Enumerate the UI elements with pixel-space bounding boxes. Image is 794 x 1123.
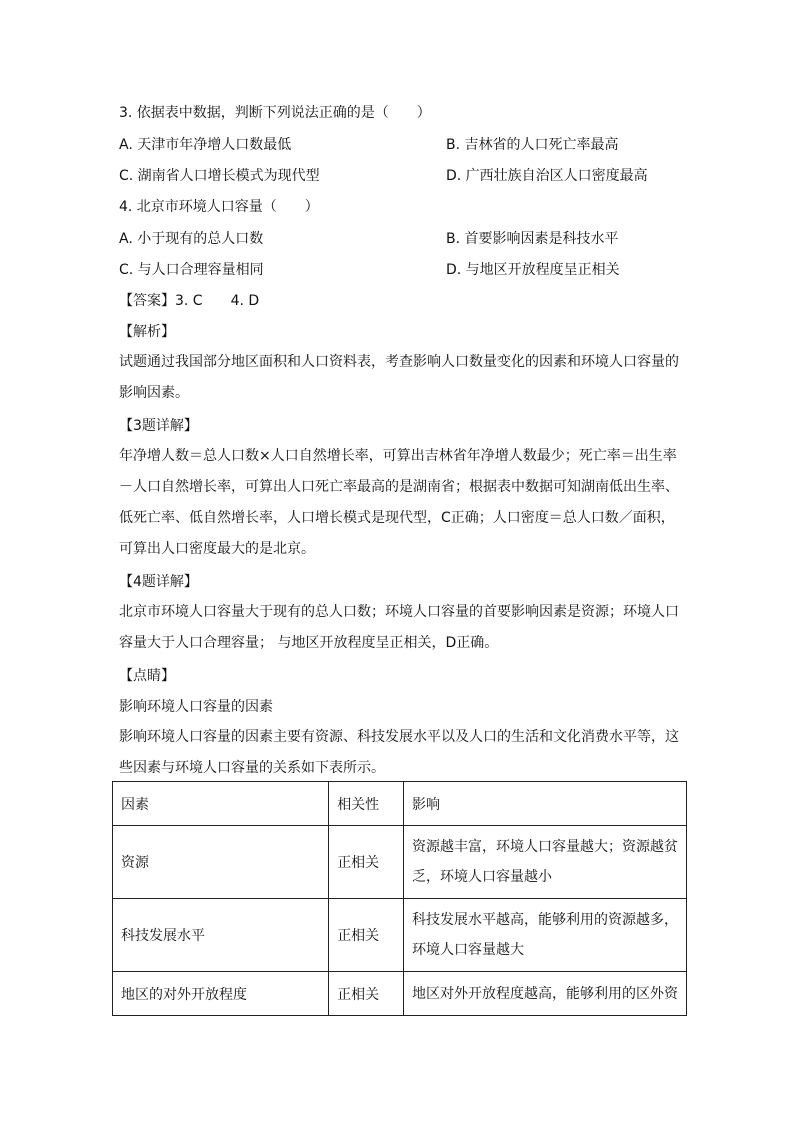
detail-3-line: 低死亡率、低自然增长率，人口增长模式是现代型，C正确；人口密度＝总人口数／面积， [119,510,675,526]
factors-table [112,781,687,1016]
question-3-option-a: A. 天津市年净增人口数最低 [119,137,292,153]
detail-3-paragraph [119,441,679,565]
table-cell-relation: 正相关 [329,826,404,899]
tip-line: 影响环境人口容量的因素主要有资源、科技发展水平以及人口的生活和文化消费水平等，这 [119,729,679,745]
analysis-line: 试题通过我国部分地区面积和人口资料表，考查影响人口数量变化的因素和环境人口容量的 [119,354,679,370]
detail-3-line: 年净增人数＝总人口数×人口自然增长率，可算出吉林省年净增人数最少；死亡率＝出生率 [119,448,677,464]
table-header-cell: 因素 [113,782,329,826]
question-4-option-d: D. 与地区开放程度呈正相关 [446,262,620,278]
effect-line: 科技发展水平越高，能够利用的资源越多， [412,912,678,928]
detail-3-line: －人口自然增长率，可算出人口死亡率最高的是湖南省；根据表中数据可知湖南低出生率、 [119,479,679,495]
question-4-stem: 4. 北京市环境人口容量（ ） [119,199,319,215]
table-header-row [113,782,687,826]
tip-heading: 【点睛】 [119,668,175,684]
table-cell-factor: 科技发展水平 [113,899,329,972]
detail-3-line: 可算出人口密度最大的是北京。 [119,541,315,557]
question-3-option-b: B. 吉林省的人口死亡率最高 [446,137,619,153]
effect-line: 地区对外开放程度越高，能够利用的区外资 [412,985,678,1002]
detail-4-line: 容量大于人口合理容量； 与地区开放程度呈正相关，D正确。 [119,635,499,651]
effect-line: 乏，环境人口容量越小 [412,869,552,885]
effect-line: 资源越丰富，环境人口容量越大；资源越贫 [412,839,678,855]
tip-subtitle: 影响环境人口容量的因素 [119,699,273,715]
detail-4-heading: 【4题详解】 [119,574,198,590]
tip-line: 些因素与环境人口容量的关系如下表所示。 [119,760,385,776]
analysis-line: 影响因素。 [119,385,189,401]
question-4-option-b: B. 首要影响因素是科技水平 [446,231,619,247]
detail-4-line: 北京市环境人口容量大于现有的总人口数；环境人口容量的首要影响因素是资源；环境人口 [119,604,679,620]
table-cell-effect [404,899,687,972]
answer-label: 【答案】 [119,293,175,309]
detail-4-paragraph [119,597,679,659]
question-4-option-c: C. 与人口合理容量相同 [119,262,264,278]
table-header-cell: 相关性 [329,782,404,826]
question-3-option-c: C. 湖南省人口增长模式为现代型 [119,168,320,184]
table-row [113,826,687,899]
table-cell-factor: 地区的对外开放程度 [113,972,329,1016]
table-row [113,972,687,1016]
answer-text: 3. C 4. D [175,293,260,309]
table-cell-effect [404,826,687,899]
table-header-cell: 影响 [404,782,687,826]
answer-line [119,291,259,311]
detail-3-heading: 【3题详解】 [119,418,198,434]
table-cell-effect [404,972,687,1016]
tip-paragraph [119,722,679,784]
question-4-option-a: A. 小于现有的总人口数 [119,231,264,247]
analysis-paragraph [119,347,679,409]
table-row [113,899,687,972]
analysis-heading: 【解析】 [119,324,175,340]
table-cell-factor: 资源 [113,826,329,899]
question-3-stem: 3. 依据表中数据，判断下列说法正确的是（ ） [119,105,431,121]
table-cell-relation: 正相关 [329,972,404,1016]
question-3-option-d: D. 广西壮族自治区人口密度最高 [446,168,648,184]
table-cell-relation: 正相关 [329,899,404,972]
effect-line: 环境人口容量越大 [412,942,524,958]
